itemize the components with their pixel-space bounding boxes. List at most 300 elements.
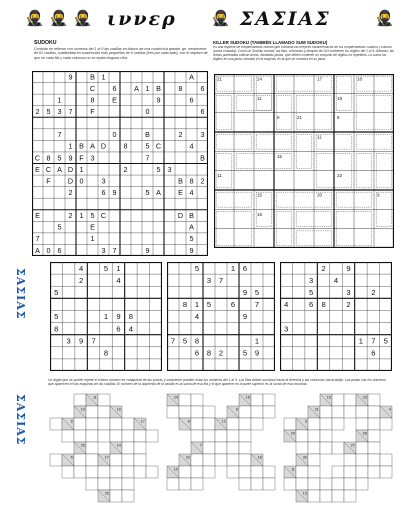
cell-value: 2 bbox=[200, 176, 205, 186]
cell-value: 9 bbox=[68, 153, 73, 163]
kakuro-cell bbox=[227, 454, 239, 466]
cell-value: 4 bbox=[284, 300, 289, 310]
cage-sum: 16 bbox=[257, 211, 263, 217]
cell-value: 7 bbox=[91, 336, 96, 346]
cell-value: 4 bbox=[116, 275, 121, 285]
cell-value: 4 bbox=[78, 263, 84, 273]
cell-value: D bbox=[177, 211, 184, 221]
cell-value: 5 bbox=[194, 263, 200, 273]
kakuro-cell bbox=[227, 430, 239, 442]
cell-value: 9 bbox=[254, 348, 260, 358]
kakuro-cell bbox=[308, 430, 320, 442]
cell-value: 6 bbox=[112, 83, 117, 93]
kakuro-cell bbox=[344, 406, 356, 418]
kakuro-cell bbox=[239, 418, 251, 430]
cell-value: 8 bbox=[182, 300, 188, 310]
kakuro-cell bbox=[191, 406, 203, 418]
kakuro-cell bbox=[98, 466, 110, 478]
cell-value: A bbox=[189, 72, 194, 82]
kakuro-cell bbox=[284, 418, 296, 430]
cell-value: 1 bbox=[90, 234, 95, 244]
cell-value: 9 bbox=[116, 312, 121, 322]
kakuro-cell bbox=[332, 442, 344, 454]
clue-number: 11 bbox=[291, 467, 295, 472]
cell-value: 9 bbox=[189, 245, 194, 255]
cell-value: 9 bbox=[156, 95, 161, 105]
cell-value: 1 bbox=[145, 83, 150, 93]
clue-number: 14 bbox=[116, 443, 121, 448]
kakuro-cell bbox=[251, 418, 263, 430]
cell-value: D bbox=[67, 176, 74, 186]
kakuro-cell bbox=[74, 430, 86, 442]
kakuro-cell bbox=[356, 478, 368, 490]
kakuro-cell bbox=[320, 442, 332, 454]
cell-value: 3 bbox=[57, 107, 62, 117]
ninja-icon: 🥷 bbox=[25, 9, 44, 27]
cell-value: 2 bbox=[123, 164, 128, 174]
cell-value: 7 bbox=[218, 275, 224, 285]
cell-value: 8 bbox=[194, 336, 200, 346]
clue-number: 6 bbox=[70, 419, 73, 424]
cell-value: 1 bbox=[194, 300, 200, 310]
kakuro-cell bbox=[50, 418, 62, 430]
cell-value: 5 bbox=[54, 288, 59, 298]
cell-value: 7 bbox=[170, 336, 176, 346]
kakuro-cell bbox=[167, 478, 179, 490]
cell-value: 8 bbox=[321, 300, 326, 310]
clue-number: 13 bbox=[302, 491, 307, 496]
cell-value: 1 bbox=[116, 263, 121, 273]
header-title-left: ιννερ bbox=[107, 8, 177, 30]
kakuro-cell bbox=[344, 466, 356, 478]
kakuro-cell bbox=[191, 478, 203, 490]
kakuro-cell bbox=[167, 406, 179, 418]
cell-value: E bbox=[35, 211, 40, 221]
cell-value: 0 bbox=[112, 130, 117, 140]
kakuro-cell bbox=[296, 430, 308, 442]
cell-value: B bbox=[145, 130, 150, 140]
cell-value: 2 bbox=[218, 348, 224, 358]
sudoku-title: SUDOKU bbox=[34, 40, 57, 46]
clue-number: 7 bbox=[199, 443, 202, 448]
clue-number: 9 bbox=[235, 407, 238, 412]
cage-sum: 21 bbox=[297, 115, 303, 121]
kakuro-cell bbox=[308, 466, 320, 478]
kakuro-cell bbox=[380, 418, 392, 430]
clue-number: 24 bbox=[173, 395, 178, 400]
side-label-bottom: ΣΑΣΙΑΣ bbox=[14, 394, 27, 446]
cage-sum: 17 bbox=[317, 76, 323, 82]
kakuro-cell bbox=[110, 430, 122, 442]
kakuro-cell bbox=[74, 394, 86, 406]
kakuro-cell bbox=[263, 478, 275, 490]
cell-value: 1 bbox=[57, 95, 62, 105]
kakuro-cell bbox=[239, 406, 251, 418]
cell-value: E bbox=[178, 187, 183, 197]
cell-value: 9 bbox=[242, 288, 248, 298]
cell-value: D bbox=[100, 141, 107, 151]
cell-value: 7 bbox=[145, 153, 150, 163]
cell-value: 6 bbox=[200, 107, 205, 117]
cell-value: 5 bbox=[145, 187, 150, 197]
kakuro-cell bbox=[203, 418, 215, 430]
cell-value: 9 bbox=[346, 263, 351, 273]
cell-value: 5 bbox=[242, 348, 248, 358]
kakuro-grid-2 bbox=[165, 392, 277, 504]
kakuro-cell bbox=[296, 442, 308, 454]
kakuro-cell bbox=[179, 466, 191, 478]
clue-number: 28 bbox=[362, 431, 367, 436]
cell-value: 9 bbox=[68, 72, 73, 82]
cell-value: 7 bbox=[57, 130, 62, 140]
cell-value: A bbox=[189, 222, 194, 232]
cell-value: A bbox=[90, 141, 95, 151]
cage-sum: 11 bbox=[317, 134, 322, 140]
kakuro-cell bbox=[239, 442, 251, 454]
cell-value: B bbox=[189, 211, 194, 221]
clue-number: 3 bbox=[304, 419, 307, 424]
cell-value: A bbox=[35, 245, 40, 255]
kakuro-cell bbox=[146, 466, 158, 478]
cell-value: C bbox=[34, 153, 41, 163]
kakuro-cell bbox=[98, 406, 110, 418]
kakuro-cell bbox=[368, 466, 380, 478]
cell-value: 4 bbox=[333, 275, 339, 285]
kakuro-cell bbox=[308, 454, 320, 466]
kakuro-cell bbox=[203, 454, 215, 466]
kakuro-cell bbox=[332, 490, 344, 502]
kakuro-cell bbox=[332, 418, 344, 430]
kakuro-cell bbox=[296, 466, 308, 478]
kakuro-cell bbox=[74, 466, 86, 478]
cell-value: F bbox=[79, 153, 84, 163]
kakuro-cell bbox=[62, 466, 74, 478]
kakuro-cell bbox=[179, 478, 191, 490]
clue-number: 11 bbox=[93, 395, 97, 400]
kakuro-cell bbox=[215, 442, 227, 454]
cell-value: E bbox=[112, 95, 117, 105]
kakuro-cell bbox=[86, 478, 98, 490]
cell-value: 5 bbox=[206, 300, 212, 310]
cell-value: 8 bbox=[128, 312, 134, 322]
cell-value: 6 bbox=[194, 348, 200, 358]
cell-value: A bbox=[57, 164, 62, 174]
cage-sum: 9 bbox=[377, 192, 380, 198]
cell-value: 0 bbox=[79, 176, 84, 186]
kakuro-cell bbox=[344, 478, 356, 490]
cell-value: 2 bbox=[321, 263, 326, 273]
kakuro-cell bbox=[320, 490, 332, 502]
cell-value: 3 bbox=[66, 336, 71, 346]
cell-value: 1 bbox=[103, 312, 109, 322]
clue-number: 16 bbox=[245, 395, 250, 400]
kakuro-cell bbox=[122, 430, 134, 442]
cell-value: 4 bbox=[128, 324, 134, 334]
cell-value: 8 bbox=[103, 348, 109, 358]
kakuro-cell bbox=[86, 454, 98, 466]
kakuro-cell bbox=[239, 454, 251, 466]
cell-value: 5 bbox=[90, 211, 95, 221]
clue-number: 19 bbox=[116, 407, 121, 412]
kakuro-cell bbox=[239, 466, 251, 478]
small-sudoku-3 bbox=[280, 262, 392, 371]
kakuro-cell bbox=[98, 478, 110, 490]
cell-value: 3 bbox=[346, 288, 351, 298]
cell-value: B bbox=[178, 176, 183, 186]
cell-value: B bbox=[200, 153, 205, 163]
kakuro-cell bbox=[50, 454, 62, 466]
cell-value: 9 bbox=[145, 245, 150, 255]
kakuro-cell bbox=[320, 430, 332, 442]
kakuro-cell bbox=[356, 406, 368, 418]
cage-sum: 18 bbox=[357, 76, 363, 82]
clue-number: 4 bbox=[388, 407, 391, 412]
cell-value: 3 bbox=[167, 164, 172, 174]
side-label-middle: ΣΑΣΙΑΣ bbox=[14, 268, 27, 320]
kakuro-cell bbox=[74, 454, 86, 466]
cell-value: 5 bbox=[54, 312, 59, 322]
kakuro-cell bbox=[146, 430, 158, 442]
kakuro-cell bbox=[134, 454, 146, 466]
cage-sum: 15 bbox=[277, 153, 283, 159]
ninja-icon: 🥷 bbox=[73, 9, 92, 27]
cell-value: 7 bbox=[371, 336, 376, 346]
cage-sum: 8 bbox=[277, 115, 280, 121]
kakuro-cell bbox=[368, 442, 380, 454]
kakuro-cell bbox=[308, 490, 320, 502]
kakuro-cell bbox=[308, 418, 320, 430]
cell-value: 6 bbox=[116, 324, 121, 334]
kakuro-cell bbox=[191, 454, 203, 466]
cell-value: 1 bbox=[68, 141, 73, 151]
cell-value: 4 bbox=[194, 312, 200, 322]
kakuro-cell bbox=[251, 406, 263, 418]
kakuro-cell bbox=[251, 478, 263, 490]
cell-value: 6 bbox=[242, 263, 248, 273]
kakuro-cell bbox=[296, 478, 308, 490]
kakuro-cell bbox=[227, 418, 239, 430]
cell-value: 2 bbox=[78, 275, 84, 285]
kakuro-cell bbox=[203, 430, 215, 442]
kakuro-cell bbox=[320, 418, 332, 430]
cage-sum: 19 bbox=[337, 95, 343, 101]
clue-number: 13 bbox=[80, 407, 85, 412]
cell-value: D bbox=[67, 164, 74, 174]
cage-sum: 11 bbox=[217, 173, 222, 179]
cell-value: B bbox=[90, 72, 95, 82]
kakuro-cell bbox=[74, 418, 86, 430]
cell-value: 6 bbox=[101, 187, 106, 197]
kakuro-cell bbox=[191, 418, 203, 430]
kakuro-cell bbox=[134, 466, 146, 478]
kakuro-cell bbox=[62, 430, 74, 442]
kakuro-cell bbox=[191, 394, 203, 406]
cell-value: 5 bbox=[254, 288, 260, 298]
kakuro-cell bbox=[122, 418, 134, 430]
kakuro-cell bbox=[86, 406, 98, 418]
kakuro-cell bbox=[110, 490, 122, 502]
kakuro-cell bbox=[86, 466, 98, 478]
cell-value: 6 bbox=[371, 348, 376, 358]
cell-value: 3 bbox=[206, 275, 212, 285]
clue-number: 30 bbox=[302, 455, 307, 460]
cage-sum: 24 bbox=[257, 76, 263, 82]
kakuro-cell bbox=[368, 430, 380, 442]
kakuro-cell bbox=[368, 406, 380, 418]
cell-value: 1 bbox=[358, 336, 364, 346]
kakuro-cell bbox=[332, 466, 344, 478]
clue-number: 18 bbox=[257, 455, 262, 460]
clue-number: 17 bbox=[104, 455, 109, 460]
kakuro-cell bbox=[332, 406, 344, 418]
cell-value: 1 bbox=[230, 263, 236, 273]
cage-sum: 21 bbox=[217, 76, 223, 82]
kakuro-cell bbox=[203, 406, 215, 418]
kakuro-cell bbox=[356, 442, 368, 454]
cage-sum: 8 bbox=[337, 115, 340, 121]
kakuro-cell bbox=[344, 394, 356, 406]
small-sudoku-1 bbox=[50, 262, 162, 371]
clue-number: 15 bbox=[326, 395, 331, 400]
grid-border bbox=[215, 75, 394, 248]
kakuro-cell bbox=[263, 466, 275, 478]
cell-value: 6 bbox=[308, 300, 314, 310]
cell-value: 7 bbox=[254, 300, 260, 310]
clue-number: 8 bbox=[187, 419, 190, 424]
cell-value: 2 bbox=[346, 300, 351, 310]
small-sudoku-2 bbox=[167, 262, 275, 371]
cell-value: 2 bbox=[68, 187, 73, 197]
kakuro-cell bbox=[356, 466, 368, 478]
cell-value: 8 bbox=[54, 324, 59, 334]
kakuro-cell bbox=[380, 466, 392, 478]
kakuro-cell bbox=[356, 454, 368, 466]
cell-value: 3 bbox=[308, 275, 314, 285]
cell-value: 6 bbox=[200, 83, 205, 93]
cell-value: 3 bbox=[90, 153, 95, 163]
clue-number: 25 bbox=[80, 443, 85, 448]
cell-value: 5 bbox=[156, 164, 161, 174]
kakuro-cell bbox=[356, 418, 368, 430]
cell-value: 8 bbox=[178, 83, 183, 93]
kakuro-cell bbox=[110, 418, 122, 430]
ninja-icon: 🥷 bbox=[211, 9, 230, 27]
cell-value: 3 bbox=[101, 176, 106, 186]
kakuro-description: Un dígito que se puede repetir el mismo número en cualquiera de las sumas y solamente pueden estar los números del 1 al 9. Los filas deben sumarse hacia la derecha y las columnas hacia abajo. Las pistas van los números que aparecen en las esquinas de las casillas. El número de la izquierda de la casilla es la suma de esa fila y el que aparece en la parte superior es la suma de esa columna. bbox=[48, 378, 386, 386]
kakuro-cell bbox=[380, 454, 392, 466]
cage-sum: 15 bbox=[257, 192, 263, 198]
cell-value: C bbox=[89, 83, 96, 93]
kakuro-grid-3 bbox=[282, 392, 394, 504]
cell-value: 8 bbox=[206, 348, 212, 358]
kakuro-cell bbox=[227, 442, 239, 454]
cell-value: 7 bbox=[68, 107, 73, 117]
cell-value: C bbox=[155, 141, 162, 151]
kakuro-cell bbox=[203, 442, 215, 454]
cell-value: 1 bbox=[101, 72, 106, 82]
kakuro-cell bbox=[251, 394, 263, 406]
kakuro-cell bbox=[179, 394, 191, 406]
kakuro-cell bbox=[320, 406, 332, 418]
clue-number: 17 bbox=[140, 419, 145, 424]
cage-sum: 11 bbox=[257, 95, 262, 101]
kakuro-cell bbox=[308, 478, 320, 490]
kakuro-cell bbox=[368, 418, 380, 430]
kakuro-cell bbox=[86, 430, 98, 442]
kakuro-cell bbox=[134, 430, 146, 442]
kakuro-cell bbox=[98, 418, 110, 430]
cell-value: 2 bbox=[371, 288, 376, 298]
kakuro-cell bbox=[122, 466, 134, 478]
cell-value: 3 bbox=[101, 245, 106, 255]
ninja-icon: 🥷 bbox=[375, 9, 394, 27]
clue-number: 10 bbox=[173, 467, 178, 472]
clue-number: 29 bbox=[290, 431, 295, 436]
cell-value: 8 bbox=[90, 95, 95, 105]
clue-number: 23 bbox=[362, 395, 367, 400]
cell-value: 0 bbox=[145, 107, 150, 117]
cage-sum: 20 bbox=[317, 192, 323, 198]
kakuro-cell bbox=[122, 478, 134, 490]
cell-value: 6 bbox=[57, 245, 62, 255]
cell-value: 2 bbox=[35, 107, 40, 117]
sudoku-grid bbox=[32, 71, 208, 256]
cell-value: B bbox=[79, 141, 84, 151]
cell-value: 4 bbox=[189, 141, 194, 151]
cell-value: 8 bbox=[123, 141, 128, 151]
cell-value: 4 bbox=[189, 187, 194, 197]
kakuro-cell bbox=[215, 430, 227, 442]
kakuro-cell bbox=[308, 442, 320, 454]
cell-value: 5 bbox=[103, 263, 109, 273]
cage-sum: 22 bbox=[337, 173, 343, 179]
cell-value: A bbox=[156, 187, 161, 197]
kakuro-cell bbox=[215, 454, 227, 466]
kakuro-cell bbox=[110, 478, 122, 490]
kakuro-cell bbox=[368, 394, 380, 406]
kakuro-cell bbox=[191, 430, 203, 442]
kakuro-cell bbox=[86, 418, 98, 430]
cell-value: 8 bbox=[46, 153, 51, 163]
cell-value: 5 bbox=[46, 107, 51, 117]
cell-value: 5 bbox=[189, 234, 194, 244]
cell-value: C bbox=[45, 164, 52, 174]
cell-value: 5 bbox=[57, 153, 62, 163]
clue-number: 20 bbox=[104, 491, 109, 496]
cell-value: 9 bbox=[242, 312, 248, 322]
cell-value: 5 bbox=[383, 336, 388, 346]
cell-value: 5 bbox=[308, 288, 314, 298]
cell-value: F bbox=[90, 107, 95, 117]
cell-value: 0 bbox=[46, 245, 51, 255]
kakuro-cell bbox=[263, 406, 275, 418]
kakuro-cell bbox=[368, 454, 380, 466]
kakuro-cell bbox=[263, 394, 275, 406]
cell-value: B bbox=[156, 83, 161, 93]
cell-value: E bbox=[90, 222, 95, 232]
kakuro-cell bbox=[203, 466, 215, 478]
cell-value: 9 bbox=[112, 187, 117, 197]
clue-number: 12 bbox=[221, 419, 226, 424]
killer-title: KILLER SUDOKU (TAMBIÉN LLAMADO SUM SUDOKU) bbox=[213, 40, 328, 45]
cell-value: 5 bbox=[57, 222, 62, 232]
clue-number: 22 bbox=[185, 455, 190, 460]
cell-value: 2 bbox=[178, 130, 183, 140]
kakuro-cell bbox=[134, 442, 146, 454]
cell-value: 9 bbox=[78, 336, 84, 346]
kakuro-cell bbox=[320, 478, 332, 490]
killer-description: Es una especie de rompecabezas híbrido que combina las mejores características de los rompecabezas Sudoku y Kakuro (suma cruzada). Como un Sudoku normal, las filas, columnas y bloques de 3x3 contienen los dígitos del 1 al 9. Además, las líneas punteadas indican áreas, llamadas jaulas, que deben contener un conjunto de dígitos no repetidos. La suma los dígitos en una jaula, ubicada en la esquina, es la que se muestra en su jaula. bbox=[213, 46, 394, 61]
